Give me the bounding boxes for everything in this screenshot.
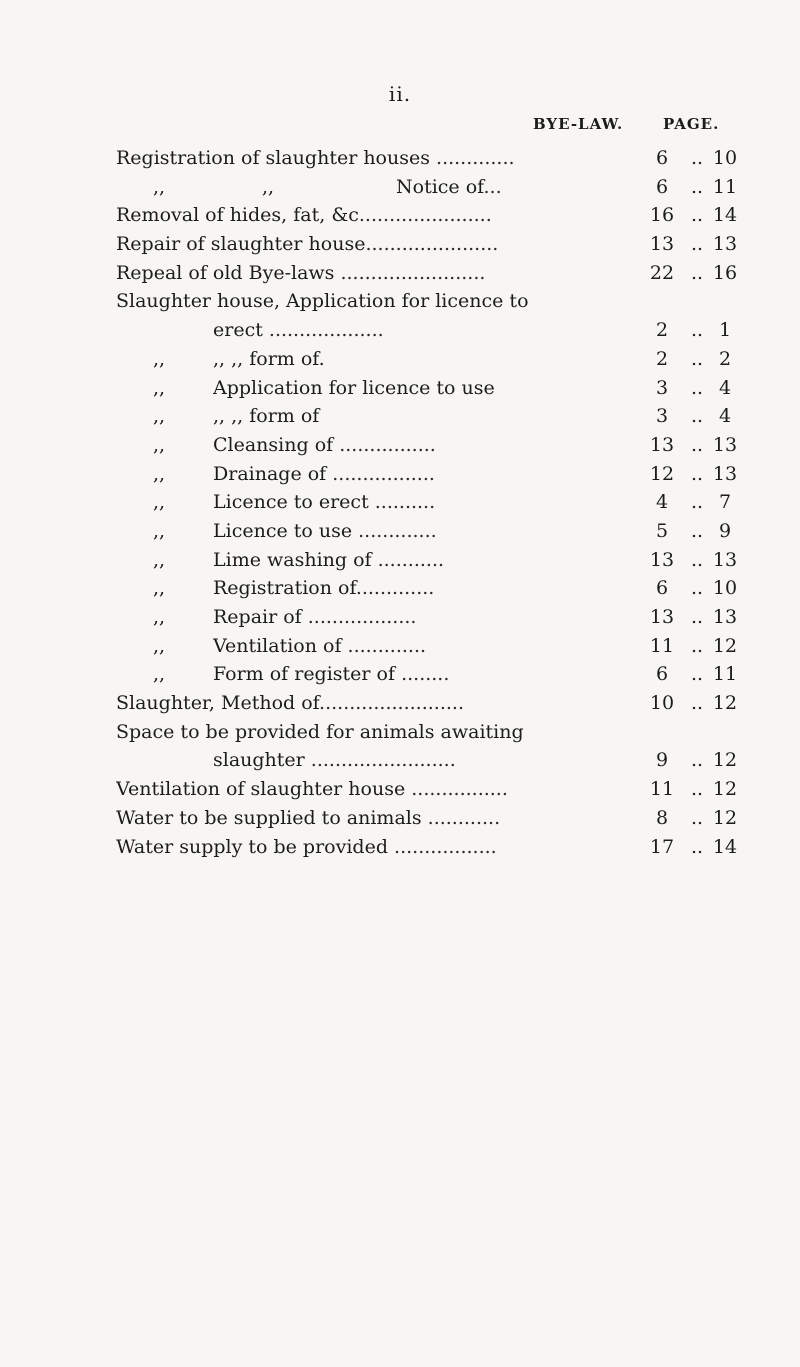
separator-dots: ..	[690, 577, 704, 600]
ditto-mark: ,,	[153, 405, 166, 428]
index-entry	[0, 230, 800, 259]
page-reference: 13	[712, 606, 738, 628]
entry-label: Repeal of old Bye-laws	[116, 261, 335, 284]
entry-label: Lime washing of	[213, 548, 372, 571]
entry-label-group	[116, 230, 644, 259]
ditto-mark: ,,	[153, 577, 166, 600]
ditto-mark: ,,	[153, 347, 166, 370]
entry-label: Cleansing of	[213, 433, 334, 456]
leader-dots: ........................	[319, 692, 464, 715]
entry-label-group	[116, 689, 644, 718]
ditto-mark: ,,	[153, 175, 166, 198]
entry-label: Slaughter, Method of	[116, 692, 320, 715]
bye-law-number: 6	[655, 175, 669, 198]
leader-dots: ........................	[304, 749, 456, 772]
index-entry	[0, 660, 800, 689]
entry-label-group	[213, 517, 644, 546]
entry-label: Repair of	[213, 606, 302, 628]
entry-label-group	[213, 632, 644, 661]
separator-dots: ..	[690, 433, 704, 456]
entry-label: ,, ,, form of.	[213, 347, 325, 370]
entry-label-group	[116, 201, 644, 230]
entry-label: Application for licence to use	[213, 376, 495, 399]
separator-dots: ..	[690, 491, 704, 514]
index-entry	[0, 775, 800, 804]
ditto-mark: ,,	[153, 462, 166, 485]
ditto-mark: ,,	[262, 175, 275, 198]
entry-label: ,, ,, form of	[213, 405, 320, 428]
page-number: ii.	[388, 82, 412, 106]
page-column-header: PAGE.	[663, 115, 720, 133]
leader-dots: .............	[429, 147, 515, 169]
entry-label-group	[213, 460, 644, 489]
entry-label-group	[213, 660, 644, 689]
bye-law-number: 8	[655, 806, 669, 829]
entry-label-group	[213, 345, 644, 374]
entry-label-group	[116, 804, 644, 833]
index-entry	[0, 173, 800, 202]
entry-label-group	[213, 603, 644, 632]
index-entry	[0, 833, 800, 862]
bye-law-number: 10	[649, 692, 675, 715]
entry-label: Repair of slaughter house	[116, 233, 366, 256]
separator-dots: ..	[690, 376, 704, 399]
page-reference: 7	[718, 491, 732, 514]
entry-label: Slaughter house, Application for licence to	[116, 290, 529, 313]
bye-law-number: 13	[649, 606, 675, 628]
leader-dots: .............	[352, 519, 437, 542]
separator-dots: ..	[690, 634, 704, 657]
page-reference: 11	[712, 175, 738, 198]
leader-dots: .............	[341, 634, 427, 657]
entry-label: Form of register of	[213, 663, 396, 686]
leader-dots: ...................	[262, 319, 384, 342]
bye-law-number: 6	[655, 147, 669, 169]
leader-dots: ......................	[365, 233, 499, 256]
bye-law-number: 3	[655, 376, 669, 399]
page-reference: 13	[712, 548, 738, 571]
page-reference: 9	[718, 519, 732, 542]
index-entry	[0, 574, 800, 603]
entry-label: Drainage of	[213, 462, 327, 485]
leader-dots: ......................	[358, 204, 492, 227]
entry-label-group	[213, 574, 644, 603]
column-headers	[0, 115, 800, 141]
leader-dots: .............	[355, 577, 435, 600]
index-entry	[0, 746, 800, 775]
bye-law-number: 22	[649, 261, 675, 284]
page-reference: 16	[712, 261, 738, 284]
page-reference: 11	[712, 663, 738, 686]
separator-dots: ..	[690, 147, 704, 169]
leader-dots: ............	[421, 806, 501, 829]
separator-dots: ..	[690, 835, 704, 858]
leader-dots: ..................	[301, 606, 417, 628]
index-entry	[0, 517, 800, 546]
leader-dots: ...........	[371, 548, 445, 571]
entry-label-group	[116, 144, 644, 173]
page-reference: 4	[718, 405, 732, 428]
ditto-mark: ,,	[153, 548, 166, 571]
separator-dots: ..	[690, 663, 704, 686]
bye-law-number: 9	[655, 749, 669, 772]
separator-dots: ..	[690, 749, 704, 772]
bye-law-number: 16	[649, 204, 675, 227]
index-entry	[0, 632, 800, 661]
index-entry	[0, 804, 800, 833]
entry-label: Water to be supplied to animals	[116, 806, 422, 829]
ditto-mark: ,,	[153, 606, 166, 628]
bye-law-number: 3	[655, 405, 669, 428]
leader-dots: ........	[395, 663, 450, 686]
ditto-mark: ,,	[153, 376, 166, 399]
bye-law-number: 17	[649, 835, 675, 858]
index-entry	[0, 431, 800, 460]
leader-dots: .................	[326, 462, 435, 485]
separator-dots: ..	[690, 692, 704, 715]
separator-dots: ..	[690, 175, 704, 198]
page-reference: 14	[712, 835, 738, 858]
page-reference: 4	[718, 376, 732, 399]
entry-label: Licence to erect	[213, 491, 369, 514]
page-reference: 10	[712, 147, 738, 169]
separator-dots: ..	[690, 519, 704, 542]
page-reference: 12	[712, 634, 738, 657]
entry-label-group	[116, 259, 644, 288]
entry-label: erect	[213, 319, 263, 342]
ditto-mark: ,,	[153, 491, 166, 514]
entry-label-group	[116, 833, 644, 862]
entry-label: Ventilation of slaughter house	[116, 778, 406, 801]
bye-law-column-header: BYE-LAW.	[533, 115, 624, 133]
index-entry	[0, 603, 800, 632]
page-reference: 12	[712, 692, 738, 715]
index-entry	[0, 144, 800, 173]
bye-law-number: 11	[649, 634, 675, 657]
index-entry	[0, 374, 800, 403]
entry-label-group	[213, 546, 644, 575]
separator-dots: ..	[690, 778, 704, 801]
page-reference: 13	[712, 233, 738, 256]
entry-label-group	[213, 746, 644, 775]
leader-dots: .................	[388, 835, 497, 858]
separator-dots: ..	[690, 347, 704, 370]
page-reference: 13	[712, 462, 738, 485]
entry-label: slaughter	[213, 749, 305, 772]
bye-law-number: 5	[655, 519, 669, 542]
leader-dots: ..........	[368, 491, 436, 514]
ditto-mark: ,,	[153, 519, 166, 542]
entry-label: Licence to use	[213, 519, 353, 542]
bye-law-number: 13	[649, 433, 675, 456]
entry-label-group	[213, 488, 644, 517]
separator-dots: ..	[690, 319, 704, 342]
index-list	[0, 144, 800, 861]
ditto-mark: ,,	[153, 433, 166, 456]
leader-dots: ...	[483, 175, 502, 198]
entry-label-group	[213, 316, 644, 345]
leader-dots: ................	[405, 778, 508, 801]
leader-dots: ........................	[334, 261, 486, 284]
page-reference: 13	[712, 433, 738, 456]
bye-law-number: 6	[655, 577, 669, 600]
index-entry	[0, 689, 800, 718]
leader-dots: ................	[333, 433, 436, 456]
bye-law-number: 11	[649, 778, 675, 801]
separator-dots: ..	[690, 806, 704, 829]
entry-label: Notice of	[396, 175, 484, 198]
page-reference: 12	[712, 778, 738, 801]
page-reference: 2	[718, 347, 732, 370]
bye-law-number: 4	[655, 491, 669, 514]
index-entry	[0, 460, 800, 489]
entry-label-group	[396, 173, 644, 202]
entry-label: Water supply to be provided	[116, 835, 388, 858]
page-reference: 10	[712, 577, 738, 600]
page-reference: 12	[712, 749, 738, 772]
index-entry	[0, 201, 800, 230]
separator-dots: ..	[690, 548, 704, 571]
separator-dots: ..	[690, 606, 704, 628]
page-reference: 12	[712, 806, 738, 829]
entry-label-group	[213, 431, 644, 460]
page-reference: 1	[718, 319, 732, 342]
entry-label: Registration of slaughter houses	[116, 147, 430, 169]
separator-dots: ..	[690, 462, 704, 485]
separator-dots: ..	[690, 204, 704, 227]
bye-law-number: 13	[649, 548, 675, 571]
separator-dots: ..	[690, 261, 704, 284]
ditto-mark: ,,	[153, 634, 166, 657]
bye-law-number: 13	[649, 233, 675, 256]
bye-law-number: 6	[655, 663, 669, 686]
page-reference: 14	[712, 204, 738, 227]
bye-law-number: 12	[649, 462, 675, 485]
index-entry	[0, 488, 800, 517]
entry-label-group	[116, 775, 644, 804]
entry-label-group	[213, 374, 644, 403]
index-entry	[0, 287, 800, 316]
separator-dots: ..	[690, 405, 704, 428]
index-entry	[0, 402, 800, 431]
index-entry	[0, 316, 800, 345]
entry-label-group	[213, 402, 644, 431]
bye-law-number: 2	[655, 319, 669, 342]
entry-label: Space to be provided for animals awaiting	[116, 720, 524, 743]
entry-label: Removal of hides, fat, &c	[116, 204, 359, 227]
index-entry	[0, 259, 800, 288]
index-entry	[0, 546, 800, 575]
ditto-mark: ,,	[153, 663, 166, 686]
index-entry	[0, 718, 800, 747]
entry-label: Ventilation of	[213, 634, 342, 657]
entry-label: Registration of	[213, 577, 356, 600]
bye-law-number: 2	[655, 347, 669, 370]
separator-dots: ..	[690, 233, 704, 256]
index-entry	[0, 345, 800, 374]
